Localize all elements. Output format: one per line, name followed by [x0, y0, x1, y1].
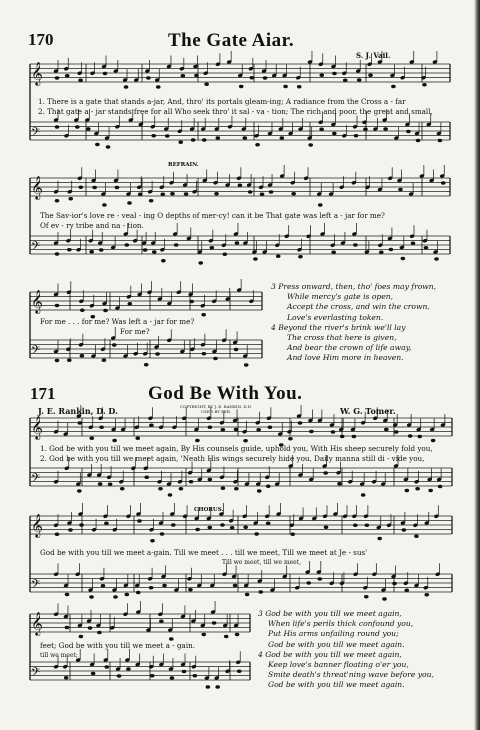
verse-line: Put His arms unfailing round you; — [268, 629, 399, 639]
svg-text:𝄢: 𝄢 — [31, 666, 41, 682]
svg-text:𝄢: 𝄢 — [31, 344, 41, 360]
lyric-line: Till we meet, till we meet, — [222, 559, 302, 566]
svg-text:𝄢: 𝄢 — [31, 126, 41, 142]
verse-line: Smite death's threat'ning wave before you, — [268, 670, 434, 680]
svg-text:𝄢: 𝄢 — [31, 578, 41, 594]
verse-line: 3 Press onward, then, tho' foes may frown, — [271, 282, 437, 291]
verse-line: The cross that here is given, — [287, 333, 397, 343]
copyright-line: USED BY PER. — [200, 409, 232, 414]
verse-line: God be with you till we meet again. — [268, 680, 405, 690]
verse-line: God be with you till we meet again. — [268, 639, 405, 649]
copyright-line: COPYRIGHT, BY J. E. RANKIN, D.D. — [180, 404, 253, 409]
hymn-title: God Be With You. — [148, 383, 303, 404]
svg-text:𝄞: 𝄞 — [31, 289, 43, 313]
extra-verses — [271, 282, 436, 364]
lyric-line: 2. That gate a - jar stands free for all Who seek thro' it sal - va - tion; The rich and poor, the great and small, — [38, 107, 433, 116]
lyric-line: 1. There is a gate that stands a-jar, And, thro' its portals gleam-ing; A radiance from the Cross a - far — [38, 97, 406, 106]
lyric-line: feet; God be with you till we meet a - gain. — [40, 641, 196, 650]
verse-line: 4 God be with you till we meet again, — [258, 649, 402, 659]
chorus-label: CHORUS. — [194, 507, 224, 513]
lyric-line: Of ev - ry tribe and na - tion. — [40, 221, 144, 230]
hymn-number: 171 — [30, 384, 56, 403]
svg-text:𝄢: 𝄢 — [31, 240, 41, 256]
composer: W. G. Tomer. — [340, 406, 396, 416]
lyric-line: The Sav-ior's love re - veal - ing O depths of mer-cy! can it be That gate was left a - jar for me? — [40, 211, 385, 220]
refrain-label: REFRAIN. — [168, 162, 199, 168]
svg-text:𝄞: 𝄞 — [31, 611, 43, 635]
hymn-number: 170 — [28, 30, 54, 49]
verse-line: 4 Beyond the river's brink we'll lay — [271, 322, 406, 332]
composer: S. J. Vail. — [356, 51, 391, 60]
verse-line: 3 God be with you till we meet again, — [258, 609, 402, 618]
lyric-line: God be with you till we meet a-gain. Till we meet . . . till we meet, Till we meet at Je - sus' — [40, 548, 368, 557]
lyric-line: For me? — [120, 327, 150, 336]
svg-text:𝄞: 𝄞 — [31, 513, 43, 537]
page-edge-shadow — [474, 0, 480, 730]
hymn-title: The Gate Aiar. — [168, 30, 295, 51]
verse-line: And love Him more in heaven. — [287, 353, 404, 363]
verse-line: While mercy's gate is open, — [287, 292, 394, 302]
verse-line: And bear the crown of life away, — [287, 343, 412, 353]
svg-text:𝄞: 𝄞 — [31, 415, 43, 439]
lyric-line: 2. God be with you till we meet again, 'Neath His wings securely hide you, Daily manna still di - vide you, — [40, 454, 425, 463]
verse-line: When life's perils thick confound you, — [268, 619, 414, 629]
svg-text:𝄞: 𝄞 — [31, 61, 43, 85]
svg-text:𝄞: 𝄞 — [31, 175, 43, 199]
verse-line: Keep love's banner floating o'er you, — [268, 660, 409, 670]
lyric-line: 1. God be with you till we meet again, By His counsels guide, uphold you, With His sheep securely fold you, — [40, 444, 433, 453]
extra-verses — [258, 609, 434, 691]
verse-line: Accept the cross, and win the crown, — [287, 302, 430, 312]
verse-line: Love's everlasting token. — [287, 312, 384, 322]
lyric-line: till we meet; — [40, 652, 78, 659]
lyric-line: For me . . . for me? Was left a - jar for me? — [40, 317, 195, 326]
author: J. E. Rankin, D. D. — [38, 406, 118, 416]
svg-text:𝄢: 𝄢 — [31, 472, 41, 488]
copyright-notice — [180, 404, 252, 414]
